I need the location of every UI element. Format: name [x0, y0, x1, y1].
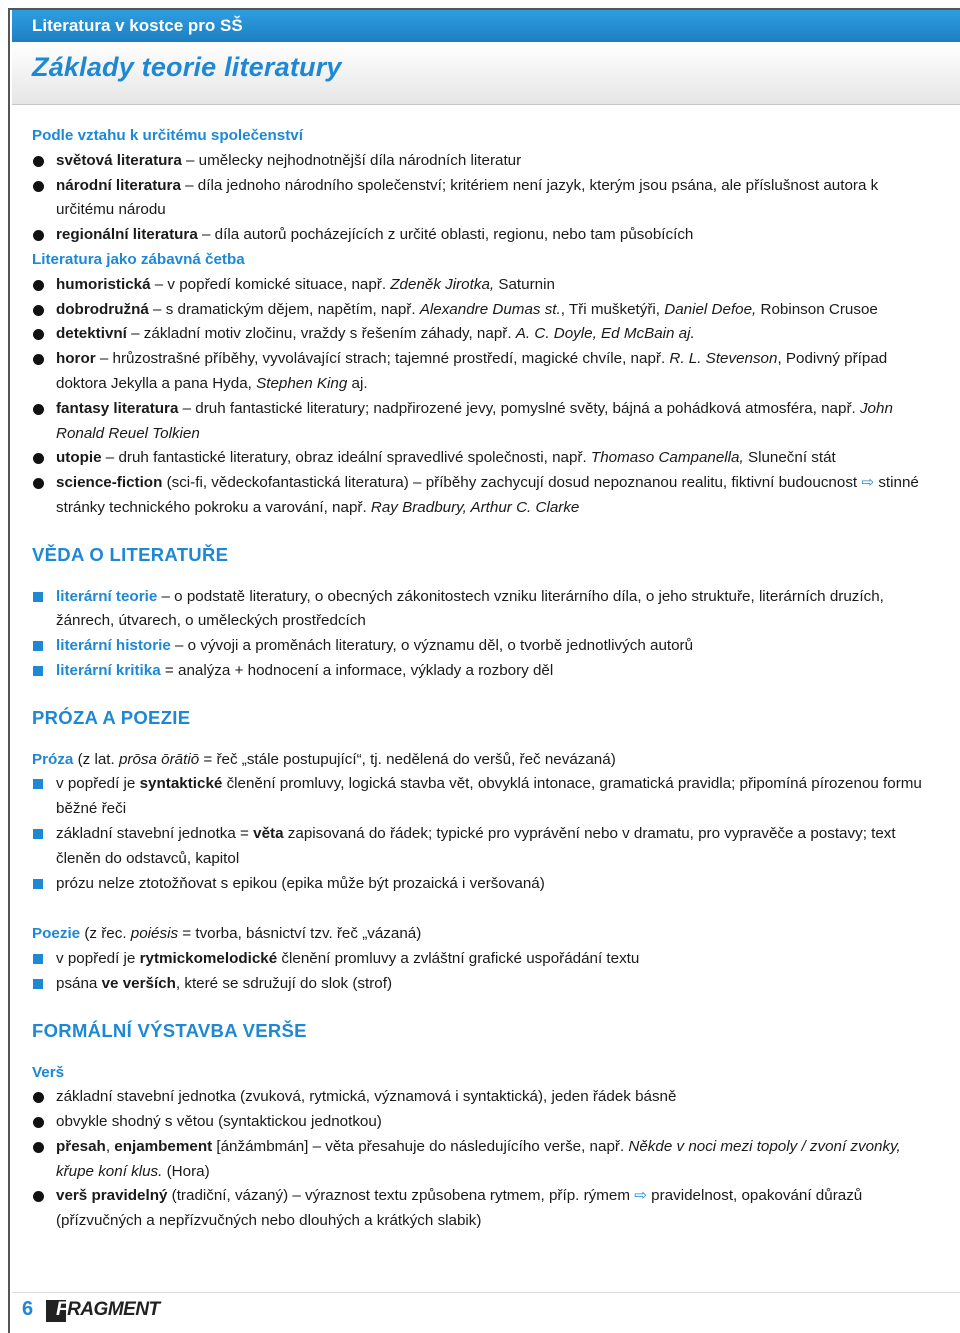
list-item: literární teorie – o podstatě literatury, o obecných zákonitostech vzniku literárního díla, o jeho struktuře, literárních druzích, žánrech, útvarech, o uměleckých prostředcích: [32, 585, 932, 635]
book-title: Literatura v kostce pro SŠ: [32, 16, 243, 35]
list-item: literární kritika = analýza + hodnocení a informace, výklady a rozbory děl: [32, 659, 932, 684]
footer-rule: [12, 1292, 960, 1293]
arrow-right-icon: ⇨: [861, 474, 875, 492]
list-item: literární historie – o vývoji a proměnách literatury, o významu děl, o tvorbě jednotlivých autorů: [32, 634, 932, 659]
list-item: utopie – druh fantastické literatury, obraz ideální spravedlivé společnosti, např. Thomaso Campanella, Sluneční stát: [32, 446, 932, 471]
section-heading: PRÓZA A POEZIE: [32, 706, 191, 728]
prosa-definition: Próza (z lat. prōsa ōrātiō = řeč „stále postupující“, tj. nedělená do veršů, řeč nevázaná): [32, 750, 616, 768]
list-item: humoristická – v popředí komické situace, např. Zdeněk Jirotka, Saturnin: [32, 273, 932, 298]
list-item: v popředí je rytmickomelodické členění promluvy a zvláštní grafické uspořádání textu: [32, 947, 932, 972]
list-item: obvykle shodný s větou (syntaktickou jednotkou): [32, 1110, 932, 1135]
section-heading: VĚDA O LITERATUŘE: [32, 543, 229, 565]
list-item: detektivní – základní motiv zločinu, vraždy s řešením záhady, např. A. C. Doyle, Ed McBain aj.: [32, 322, 932, 347]
arrow-right-icon: ⇨: [634, 1187, 647, 1205]
logo-text: FRAGMENT: [56, 1299, 160, 1320]
list-item: regionální literatura – díla autorů pocházejících z určité oblasti, regionu, nebo tam působících: [32, 223, 932, 248]
list-item: dobrodružná – s dramatickým dějem, napětím, např. Alexandre Dumas st., Tři mušketýři, Daniel Defoe, Robinson Crusoe: [32, 298, 932, 323]
list-item: horor – hrůzostrašné příběhy, vyvolávající strach; tajemné prostředí, magické chvíle, např. R. L. Stevenson, Podivný případ doktora Jekylla a pana Hyda, Stephen King aj.: [32, 347, 932, 397]
publisher-logo: [46, 1299, 160, 1323]
page-number: 6: [22, 1298, 34, 1320]
list-item: psána ve verších, které se sdružují do slok (strof): [32, 972, 932, 997]
header-bar: [12, 10, 960, 42]
list-item: základní stavební jednotka (zvuková, rytmická, významová i syntaktická), jeden řádek básně: [32, 1085, 932, 1110]
list-item: fantasy literatura – druh fantastické literatury; nadpřirozené jevy, pomyslné světy, bájná a pohádková atmosféra, např. John Ronald Reuel Tolkien: [32, 397, 932, 447]
subsection-heading: Verš: [32, 1063, 65, 1081]
section-heading: Literatura jako zábavná četba: [32, 250, 245, 268]
section-heading: Podle vztahu k určitému společenství: [32, 127, 303, 144]
list-item: přesah, enjambement [ánžámbmán] – věta přesahuje do následujícího verše, např. Někde v noci mezi topoly / zvoní zvonky, křupe koní klus. (Hora): [32, 1135, 932, 1185]
section-heading: FORMÁLNÍ VÝSTAVBA VERŠE: [32, 1019, 307, 1041]
list-item: světová literatura – umělecky nejhodnotnější díla národních literatur: [32, 149, 932, 174]
list-item: prózu nelze ztotožňovat s epikou (epika může být prozaická i veršovaná): [32, 872, 932, 897]
list-item: verš pravidelný (tradiční, vázaný) – výraznost textu způsobena rytmem, příp. rýmem ⇨ pravidelnost, opakování důrazů (přízvučných a nepřízvučných nebo dlouhých a krátkých slabik): [32, 1184, 932, 1234]
list-item: science-fiction (sci-fi, vědeckofantastická literatura) – příběhy zachycují dosud nepoznanou realitu, fiktivní budoucnost ⇨ stinné stránky technického pokroku a varování, např. Ray Bradbury, Arthur C. Clarke: [32, 471, 932, 521]
content: [32, 124, 932, 1234]
page-title: Základy teorie literatury: [32, 52, 342, 82]
list-item: základní stavební jednotka = věta zapisovaná do řádek; typické pro vyprávění nebo v dramatu, pro vypravěče a postavy; text členěn do odstavců, kapitol: [32, 822, 932, 872]
poezie-definition: Poezie (z řec. poiésis = tvorba, básnictví tzv. řeč „vázaná): [32, 925, 422, 943]
list-item: v popředí je syntaktické členění promluvy, logická stavba vět, obvyklá intonace, gramatická pravidla; připomíná pírozenou formu běžné řeči: [32, 772, 932, 822]
list-item: národní literatura – díla jednoho národního společenství; kritériem není jazyk, kterým jsou psána, ale příslušnost autora k určitému národu: [32, 174, 932, 224]
